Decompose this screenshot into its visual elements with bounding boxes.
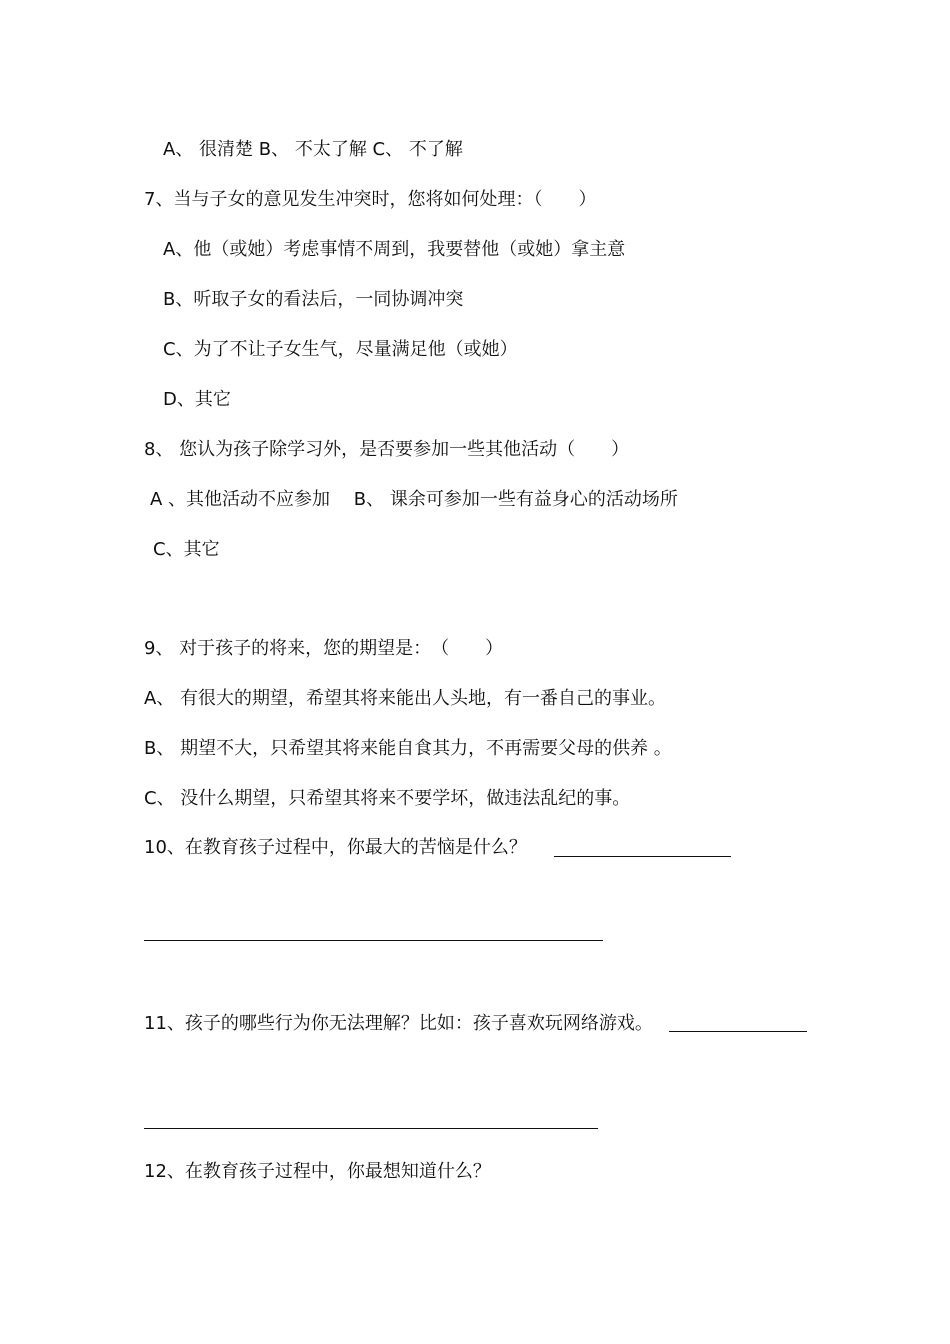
q7-question: 7、当与子女的意见发生冲突时，您将如何处理：（ ）	[144, 189, 597, 210]
q10-question: 10、在教育孩子过程中，你最大的苦恼是什么？	[144, 837, 527, 858]
q9-question: 9、 对于孩子的将来，您的期望是： （ ）	[144, 638, 504, 659]
q7-option-a: A、他（或她）考虑事情不周到，我要替他（或她）拿主意	[163, 239, 626, 260]
q9-option-c: C、 没什么期望，只希望其将来不要学坏，做违法乱纪的事。	[144, 788, 631, 809]
q12-question: 12、在教育孩子过程中，你最想知道什么？	[144, 1161, 491, 1182]
q11-answer-blank-inline[interactable]	[669, 1031, 807, 1032]
q11-question: 11、孩子的哪些行为你无法理解？比如：孩子喜欢玩网络游戏。	[144, 1013, 653, 1034]
q8-options-line2: C、其它	[153, 539, 220, 560]
q6-options: A、 很清楚 B、 不太了解 C、 不了解	[163, 139, 463, 160]
q7-option-b: B、听取子女的看法后，一同协调冲突	[163, 289, 464, 310]
q9-option-b: B、 期望不大，只希望其将来能自食其力，不再需要父母的供养 。	[144, 738, 672, 759]
q7-option-d: D、其它	[163, 389, 231, 410]
q11-answer-blank-line[interactable]	[144, 1128, 598, 1129]
q8-question: 8、 您认为孩子除学习外，是否要参加一些其他活动（ ）	[144, 439, 630, 460]
q9-option-a: A、 有很大的期望，希望其将来能出人头地，有一番自己的事业。	[144, 688, 667, 709]
q10-answer-blank-inline[interactable]	[554, 856, 731, 857]
q7-option-c: C、为了不让子女生气，尽量满足他（或她）	[163, 339, 518, 360]
q8-options-line1: A 、其他活动不应参加 B、 课余可参加一些有益身心的活动场所	[150, 489, 678, 510]
q10-answer-blank-line[interactable]	[144, 940, 603, 941]
